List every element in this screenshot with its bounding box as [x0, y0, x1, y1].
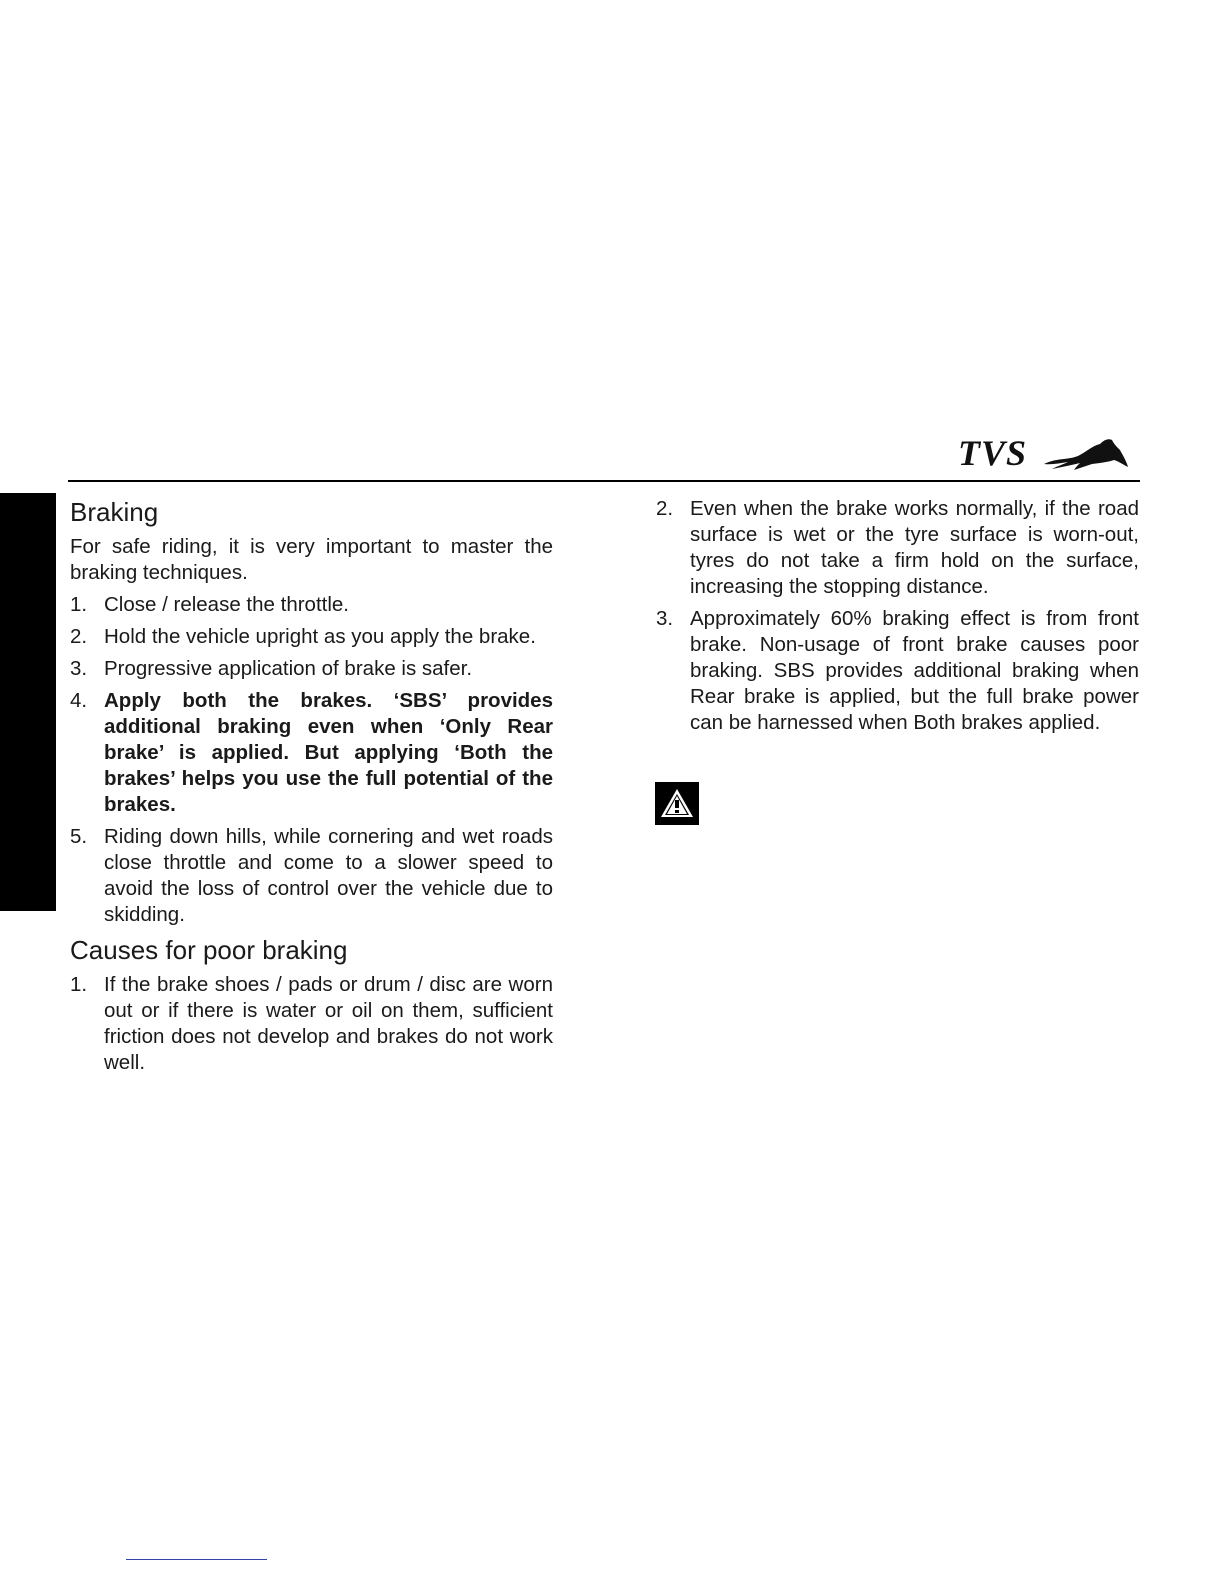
causes-list: [70, 972, 553, 1076]
item-text: Progressive application of brake is safer.: [104, 657, 473, 680]
intro-paragraph: For safe riding, it is very important to master the braking techniques.: [70, 535, 553, 584]
item-text: Riding down hills, while cornering and wet roads close throttle and come to a slower speed to avoid the loss of control over the vehicle due to skidding.: [104, 825, 553, 926]
item-number: 1.: [70, 593, 88, 616]
warning-triangle-icon: [655, 782, 699, 825]
list-item: [70, 624, 553, 650]
section-tab: [0, 493, 56, 911]
list-item: [656, 496, 1139, 600]
section-heading: Braking: [70, 497, 159, 527]
item-text: Hold the vehicle upright as you apply the brake.: [104, 625, 536, 648]
braking-list: [70, 592, 553, 928]
item-number: 5.: [70, 825, 88, 848]
item-number: 2.: [656, 497, 674, 520]
causes-list-continued: [656, 496, 1139, 736]
item-text: Close / release the throttle.: [104, 593, 349, 616]
item-text: Apply both the brakes. ‘SBS’ provides additional braking even when ‘Only Rear brake’ is applied. But applying ‘Both the brakes’ helps you use the full potential of the brakes.: [104, 689, 553, 816]
logo-text: TVS: [958, 433, 1028, 473]
item-number: 1.: [70, 973, 88, 996]
footer-line: [126, 1559, 267, 1560]
list-item: [70, 656, 553, 682]
horse-icon: [1042, 434, 1130, 472]
item-number: 2.: [70, 625, 88, 648]
right-column: [656, 496, 1139, 742]
list-item: [70, 592, 553, 618]
item-number: 3.: [70, 657, 88, 680]
list-item: [656, 606, 1139, 736]
item-text: If the brake shoes / pads or drum / disc are worn out or if there is water or oil on them, sufficient friction does not develop and brakes do not work well.: [104, 973, 553, 1074]
left-column: [70, 496, 553, 1082]
list-item: [70, 972, 553, 1076]
list-item: [70, 824, 553, 928]
tvs-logo: [958, 432, 1130, 474]
item-number: 4.: [70, 689, 88, 712]
item-text: Approximately 60% braking effect is from front brake. Non-usage of front brake causes poor braking. SBS provides additional braking when Rear brake is applied, but the full brake power can be harnessed when Both brakes applied.: [690, 607, 1139, 734]
item-number: 3.: [656, 607, 674, 630]
header-rule: [68, 480, 1140, 482]
subheading: Causes for poor braking: [70, 935, 348, 965]
item-text: Even when the brake works normally, if the road surface is wet or the tyre surface is worn-out, tyres do not take a firm hold on the surface, increasing the stopping distance.: [690, 497, 1139, 598]
list-item: [70, 688, 553, 818]
